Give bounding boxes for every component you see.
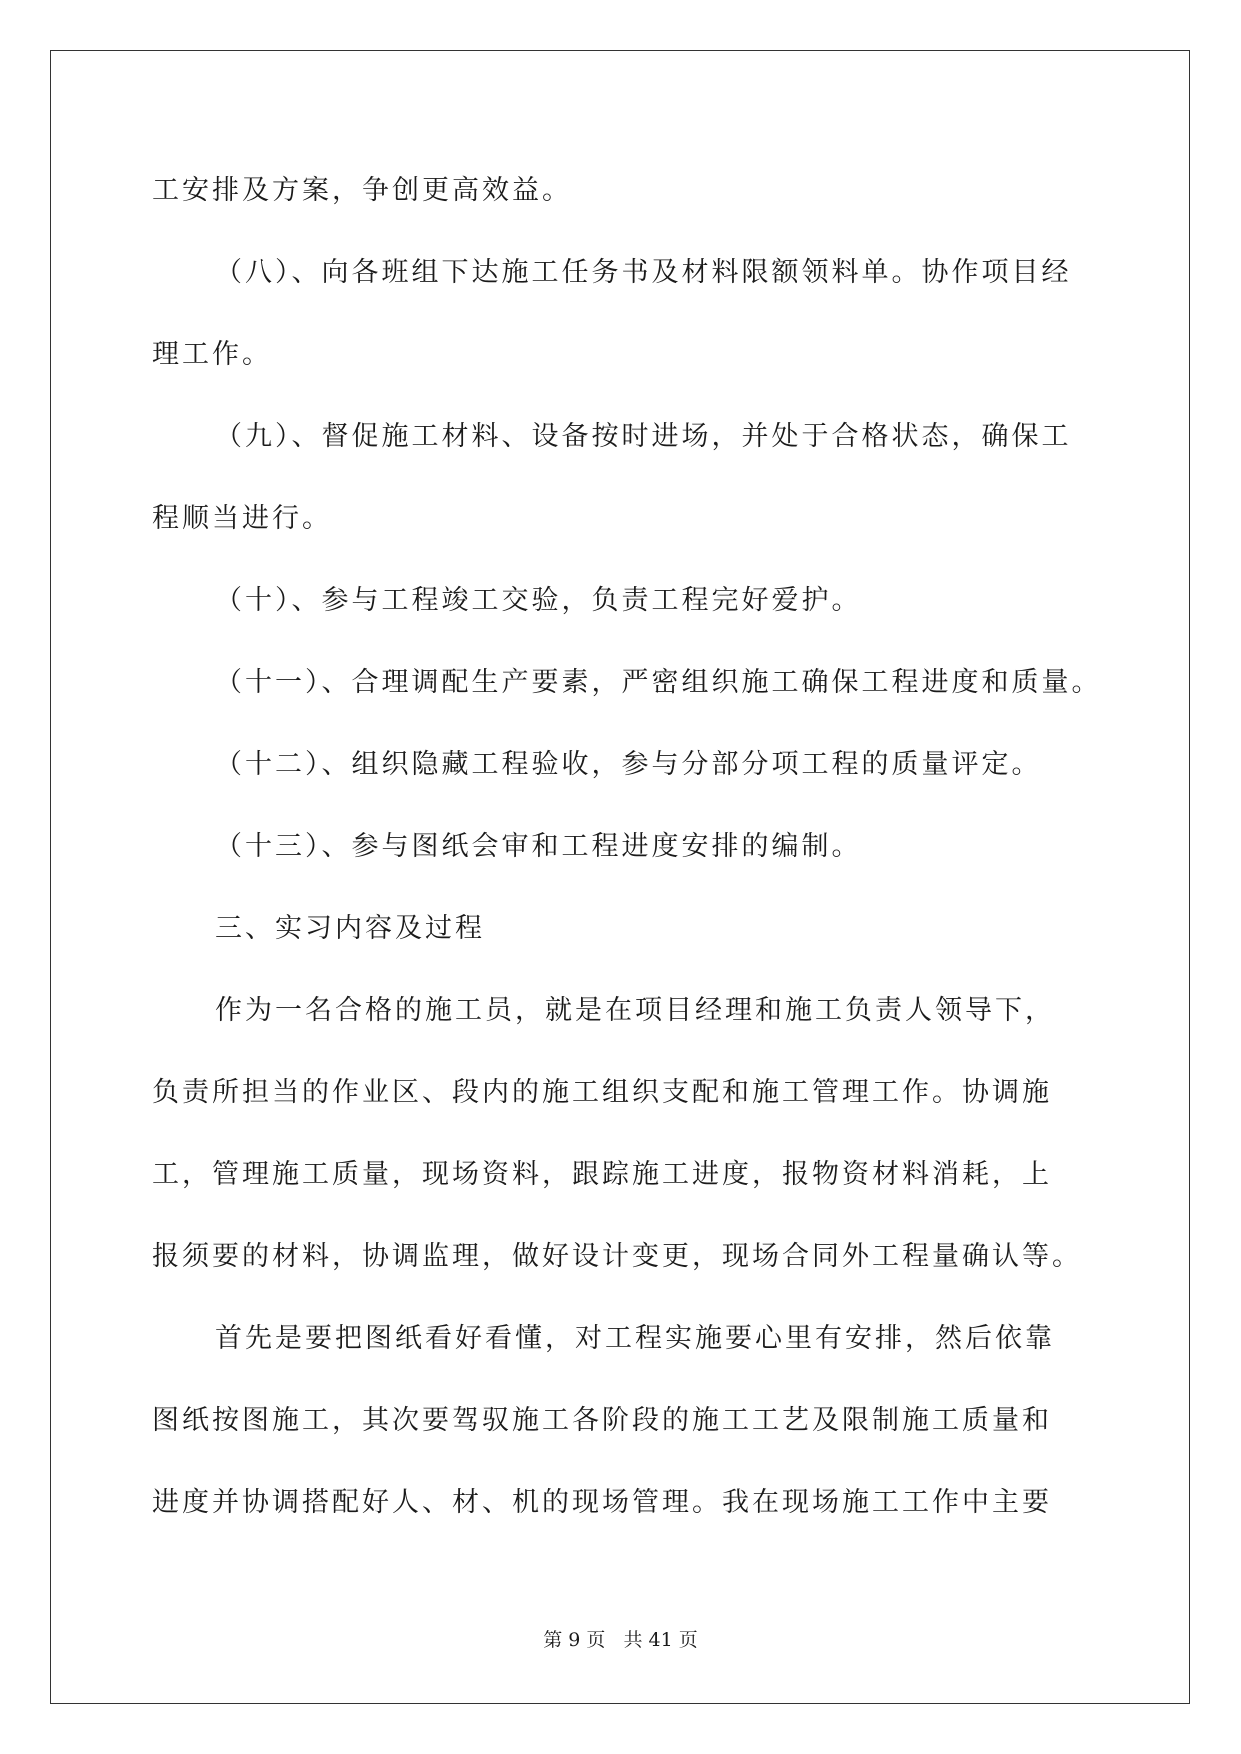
text-line: 负责所担当的作业区、段内的施工组织支配和施工管理工作。协调施 [152,1077,1052,1108]
text-line: 理工作。 [152,339,272,370]
text-line: 程顺当进行。 [152,503,332,534]
text-line: （十一）、合理调配生产要素，严密组织施工确保工程进度和质量。 [215,667,1102,698]
text-line: 图纸按图施工，其次要驾驭施工各阶段的施工工艺及限制施工质量和 [152,1405,1052,1436]
page-number-footer: 第 9 页 共 41 页 [543,1629,698,1651]
text-line: 进度并协调搭配好人、材、机的现场管理。我在现场施工工作中主要 [152,1487,1052,1518]
text-line: （十二）、组织隐藏工程验收，参与分部分项工程的质量评定。 [215,749,1042,780]
text-line: 工安排及方案，争创更高效益。 [152,175,572,206]
text-line: 作为一名合格的施工员，就是在项目经理和施工负责人领导下， [215,995,1055,1026]
text-line: 报须要的材料，协调监理，做好设计变更，现场合同外工程量确认等。 [152,1241,1082,1272]
text-line: （八）、向各班组下达施工任务书及材料限额领料单。协作项目经 [215,257,1072,288]
text-line: 工，管理施工质量，现场资料，跟踪施工进度，报物资材料消耗，上 [152,1159,1052,1190]
text-line: （十三）、参与图纸会审和工程进度安排的编制。 [215,831,862,862]
section-heading: 三、实习内容及过程 [215,913,485,944]
text-line: （九）、督促施工材料、设备按时进场，并处于合格状态，确保工 [215,421,1072,452]
text-line: 首先是要把图纸看好看懂，对工程实施要心里有安排，然后依靠 [215,1323,1055,1354]
document-body [152,150,1102,1544]
text-line: （十）、参与工程竣工交验，负责工程完好爱护。 [215,585,862,616]
